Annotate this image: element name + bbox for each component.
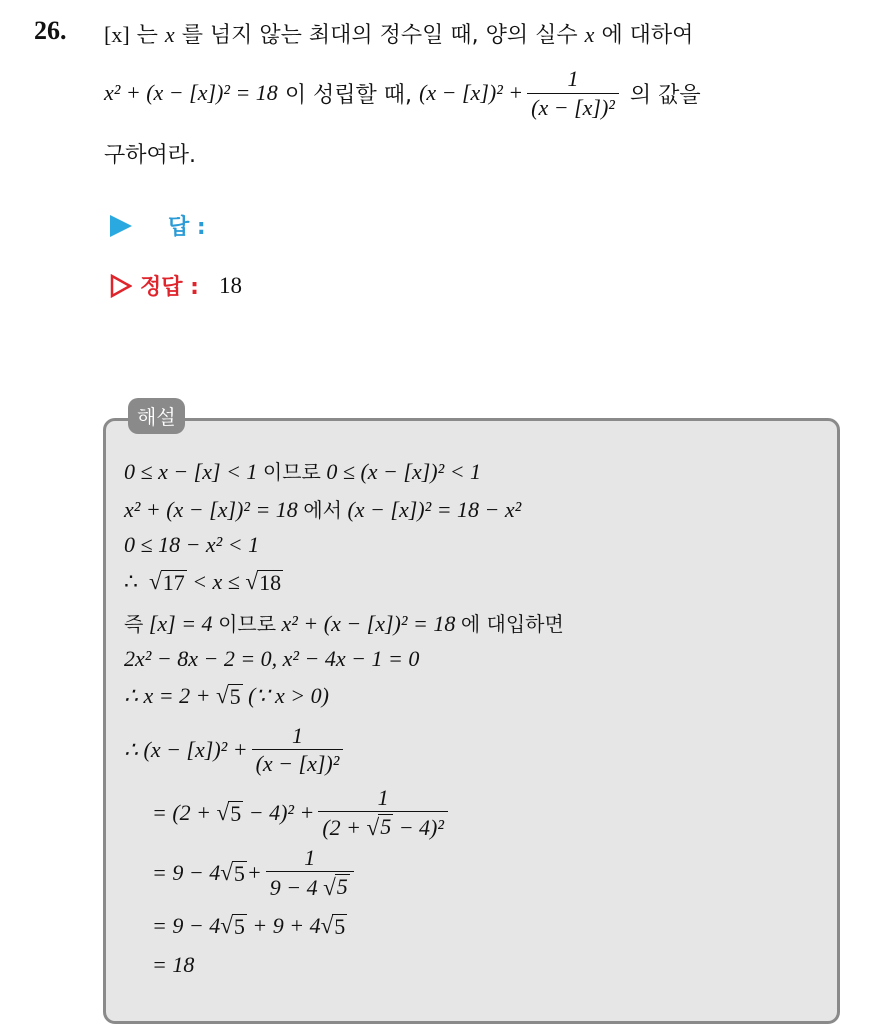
math: [x] = 4 <box>148 611 213 636</box>
solution-line-8 <box>124 724 347 775</box>
fraction-denominator: (x − [x])² <box>252 749 344 775</box>
q-text: 이 성립할 때, <box>284 82 413 108</box>
sqrt: √ 5 <box>220 912 245 939</box>
math: 9 − 4 <box>269 875 318 901</box>
var-x: x <box>584 22 595 47</box>
fraction-numerator: 1 <box>567 66 579 92</box>
fraction <box>318 786 448 839</box>
q-text: 는 <box>136 23 158 48</box>
question-number: 26. <box>34 16 67 45</box>
fraction-denominator <box>318 811 448 839</box>
correct-answer-row <box>110 270 242 301</box>
radicand: 5 <box>233 860 245 886</box>
q-text: 에 대하여 <box>601 23 694 48</box>
play-triangle-icon <box>110 215 132 237</box>
solution-line-11 <box>152 912 347 939</box>
q-text: 를 넘지 않는 최대의 정수일 때, 양의 실수 <box>181 23 578 48</box>
text: 이므로 <box>218 612 277 636</box>
text: 이므로 <box>262 460 321 484</box>
radicand: 5 <box>336 874 348 900</box>
math: + <box>246 859 262 885</box>
fraction-denominator: (x − [x])² <box>527 93 619 119</box>
text: 에서 <box>303 498 342 522</box>
solution-line-12: = 18 <box>152 952 195 977</box>
sqrt: √ 17 <box>149 568 185 595</box>
sqrt: √ 18 <box>245 568 282 595</box>
math: + 9 + 4 <box>252 912 321 938</box>
math: − 4)² <box>398 815 444 841</box>
solution-line-2 <box>124 494 521 523</box>
floor-x: [x] <box>104 22 130 47</box>
solution-line-3: 0 ≤ 18 − x² < 1 <box>124 532 260 557</box>
outline-triangle-icon <box>110 274 132 298</box>
fraction-numerator: 1 <box>291 723 303 748</box>
q-text: 의 값을 <box>629 82 701 108</box>
question-line-1 <box>104 18 693 49</box>
radicand: 18 <box>259 569 282 595</box>
math: (∵ x > 0) <box>248 682 329 708</box>
question-line-3: 구하여라. <box>104 143 197 168</box>
solution-line-5 <box>124 608 564 637</box>
question-line-2 <box>104 62 701 124</box>
math: x² + (x − [x])² = 18 <box>124 497 298 522</box>
correct-answer-label: 정답 : <box>140 275 199 300</box>
expression: (x − [x])² + <box>419 80 524 105</box>
fraction <box>266 846 354 899</box>
equation: x² + (x − [x])² = 18 <box>104 80 278 105</box>
fraction <box>527 67 619 118</box>
math: ∴ (x − [x])² + <box>124 736 248 762</box>
sqrt: √ 5 <box>320 912 346 939</box>
radicand: 5 <box>380 814 392 840</box>
math: (2 + <box>322 815 362 841</box>
sqrt: √ 5 <box>215 682 241 709</box>
solution-line-10 <box>152 846 358 899</box>
fraction <box>252 724 344 775</box>
sqrt: √ 5 <box>220 859 245 886</box>
math: = 9 − 4 <box>152 912 221 938</box>
math: < x ≤ <box>192 568 240 594</box>
math: = 9 − 4 <box>152 859 221 885</box>
solution-line-4 <box>124 568 283 595</box>
sqrt: √ 5 <box>323 874 348 901</box>
solution-line-1 <box>124 456 481 485</box>
answer-row <box>110 210 206 241</box>
math: x² + (x − [x])² = 18 <box>281 611 456 636</box>
sqrt: √ 5 <box>366 814 392 841</box>
radicand: 5 <box>334 913 346 939</box>
solution-tag: 해설 <box>128 398 185 434</box>
math: 0 ≤ (x − [x])² < 1 <box>326 459 482 484</box>
text: 즉 <box>124 612 144 636</box>
var-x: x <box>164 22 175 47</box>
radicand: 5 <box>233 913 245 939</box>
math: 0 ≤ x − [x] < 1 <box>124 459 258 484</box>
sqrt: √ 5 <box>216 799 242 826</box>
radicand: 17 <box>162 569 185 595</box>
fraction-denominator <box>266 871 354 899</box>
correct-answer-value: 18 <box>218 272 242 298</box>
solution-line-9 <box>152 786 452 839</box>
text: 에 대입하면 <box>460 612 564 636</box>
therefore-symbol: ∴ <box>124 568 138 594</box>
math: = (2 + <box>152 799 212 825</box>
math: (x − [x])² = 18 − x² <box>347 497 522 522</box>
math: ∴ x = 2 + <box>124 682 211 708</box>
solution-line-7 <box>124 682 329 709</box>
radicand: 5 <box>229 683 241 709</box>
answer-label: 답 : <box>168 215 206 240</box>
fraction-numerator: 1 <box>377 785 389 810</box>
radicand: 5 <box>230 800 242 826</box>
solution-line-6: 2x² − 8x − 2 = 0, x² − 4x − 1 = 0 <box>124 646 420 671</box>
fraction-numerator: 1 <box>304 845 316 870</box>
math: − 4)² + <box>248 799 315 825</box>
